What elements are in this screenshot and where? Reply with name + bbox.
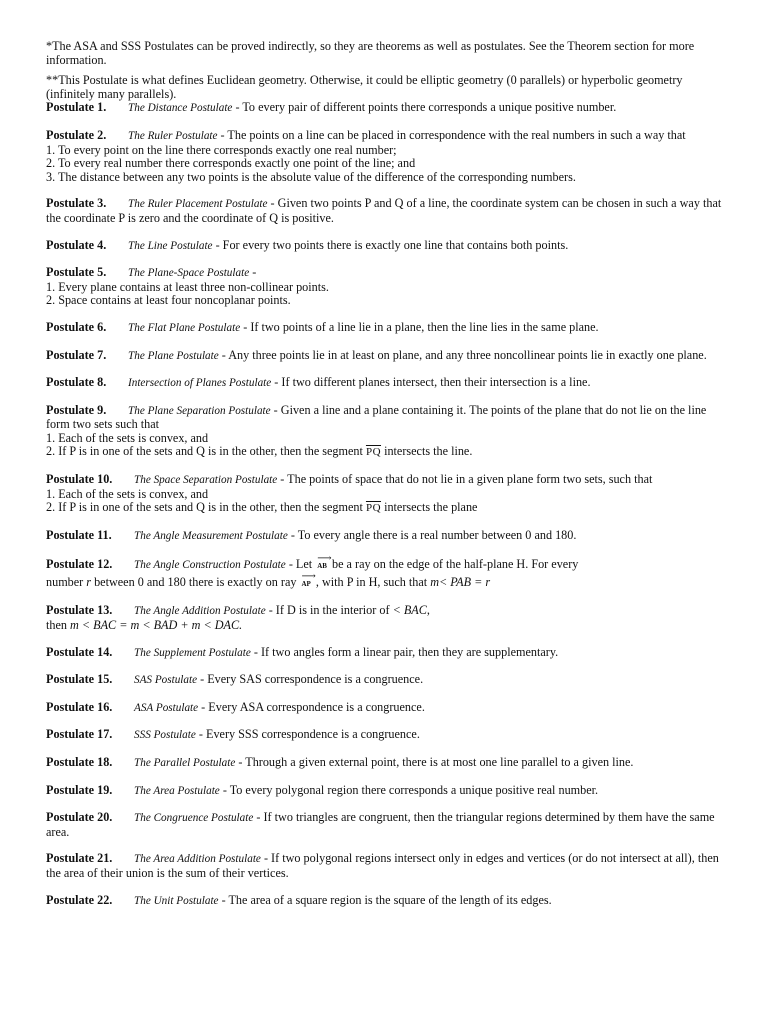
postulate-number: Postulate 5. [46, 265, 107, 280]
postulate-text: - If D is in the interior of [265, 603, 393, 618]
postulate-text: - Every SSS correspondence is a congruence. [195, 727, 420, 742]
postulate-name: The Plane Separation Postulate [128, 404, 271, 417]
postulate-item [46, 501, 722, 516]
postulate-text: - If two angles form a linear pair, then they are supplementary. [250, 644, 559, 659]
item-text: intersects the line. [381, 444, 473, 459]
postulate-item: 1. To every point on the line there corresponds exactly one real number; [46, 142, 397, 157]
postulate-name: The Area Addition Postulate [134, 853, 261, 866]
postulate-text: - For every two points there is exactly one line that contains both points. [212, 237, 569, 252]
postulate-name: The Angle Construction Postulate [134, 559, 286, 572]
footnote-asa-sss: *The ASA and SSS Postulates can be proved indirectly, so they are theorems as well as postulates. See the Theorem section for more information. [46, 39, 695, 67]
postulate-number: Postulate 22. [46, 892, 113, 907]
postulate-number: Postulate 2. [46, 127, 107, 142]
postulate-name: The Line Postulate [128, 239, 213, 252]
postulate-17 [46, 728, 722, 743]
postulate-name: The Area Postulate [134, 784, 220, 797]
postulate-name: The Space Separation Postulate [134, 474, 278, 487]
postulate-name: The Flat Plane Postulate [128, 321, 241, 334]
postulate-name: SSS Postulate [134, 729, 196, 742]
postulate-number: Postulate 13. [46, 603, 113, 618]
postulate-name: Intersection of Planes Postulate [128, 377, 272, 390]
postulate-number: Postulate 7. [46, 347, 107, 362]
postulate-15 [46, 673, 722, 688]
postulate-number: Postulate 16. [46, 699, 113, 714]
ray-ab: ⟶ AB [317, 557, 327, 570]
postulate-3 [46, 197, 722, 225]
postulate-number: Postulate 4. [46, 237, 107, 252]
postulate-number: Postulate 6. [46, 319, 107, 334]
postulate-item [46, 445, 722, 460]
item-text: intersects the plane [381, 500, 478, 515]
variable-r: r [86, 575, 92, 590]
postulate-name: The Plane Postulate [128, 349, 219, 362]
ray-ap: ⟶ AP [302, 575, 311, 588]
postulate-4 [46, 239, 722, 254]
postulate-text: - The points of space that do not lie in a given plane form two sets, such that [277, 472, 653, 487]
angle-equation: m < BAC = m < BAD + m < DAC. [70, 618, 243, 633]
postulate-text: be a ray on the edge of the half-plane H. For every [328, 557, 579, 572]
angle-bac: < BAC [392, 603, 427, 618]
postulate-18 [46, 756, 722, 771]
postulate-text: - Let [285, 557, 316, 572]
postulate-number: Postulate 19. [46, 782, 113, 797]
postulate-number: Postulate 8. [46, 375, 107, 390]
postulate-item: 1. Each of the sets is convex, and [46, 430, 209, 445]
postulate-number: Postulate 14. [46, 644, 113, 659]
postulate-name: The Distance Postulate [128, 102, 233, 115]
postulate-name: The Supplement Postulate [134, 646, 251, 659]
postulate-12 [46, 556, 722, 591]
postulate-text: - Any three points lie in at least on plane, and any three noncollinear points lie in exactly one plane. [218, 347, 707, 362]
postulate-text: , [426, 603, 430, 618]
line-text: between 0 and 180 there is exactly on ray [91, 575, 300, 590]
postulate-number: Postulate 1. [46, 100, 107, 115]
postulate-text: - Through a given external point, there is at most one line parallel to a given line. [235, 755, 634, 769]
postulate-number: Postulate 17. [46, 727, 113, 742]
footnote-euclidean: **This Postulate is what defines Euclidean geometry. Otherwise, it could be elliptic geometry (0 parallels) or hyperbolic geometry (infinitely many parallels). [46, 73, 683, 101]
segment-pq: $\overline{PQ}$ [365, 502, 382, 515]
postulate-text: - Every SAS correspondence is a congruence. [197, 672, 424, 687]
postulate-number: Postulate 20. [46, 810, 113, 825]
postulate-name: The Angle Addition Postulate [134, 605, 266, 618]
postulate-line-2 [46, 574, 722, 591]
postulate-number: Postulate 21. [46, 851, 113, 866]
document-page [46, 40, 722, 921]
postulate-number: Postulate 11. [46, 527, 112, 542]
postulate-item: 2. To every real number there corresponds exactly one point of the line; and [46, 156, 416, 171]
postulate-5 [46, 266, 722, 308]
postulate-number: Postulate 9. [46, 402, 107, 417]
postulate-item: 1. Every plane contains at least three non-collinear points. [46, 279, 329, 294]
item-text: 2. If P is in one of the sets and Q is in the other, then the segment [46, 444, 366, 459]
postulate-11 [46, 529, 722, 544]
postulate-text: - If two triangles are congruent, then the triangular regions determined by them have the same area. [46, 810, 715, 839]
angle-equation: m< PAB = r [430, 575, 491, 590]
postulate-14 [46, 646, 722, 661]
postulate-10 [46, 473, 722, 516]
postulate-text: - The points on a line can be placed in correspondence with the real numbers in such a way that [217, 127, 686, 142]
postulate-7 [46, 349, 722, 364]
postulate-name: The Angle Measurement Postulate [134, 529, 288, 542]
postulate-name: The Ruler Placement Postulate [128, 198, 268, 211]
postulate-number: Postulate 10. [46, 472, 113, 487]
postulate-text: - If two polygonal regions intersect only in edges and vertices (or do not intersect at all), then the area of their union is the sum of their vertices. [46, 851, 719, 880]
postulate-number: Postulate 18. [46, 755, 113, 769]
postulate-9 [46, 404, 722, 460]
postulate-name: ASA Postulate [134, 701, 199, 714]
postulate-8 [46, 376, 722, 391]
postulate-21 [46, 852, 722, 880]
postulate-16 [46, 701, 722, 716]
postulate-name: The Parallel Postulate [134, 757, 236, 769]
postulate-6 [46, 321, 722, 336]
postulate-number: Postulate 12. [46, 557, 113, 572]
postulate-name: The Plane-Space Postulate [128, 267, 250, 280]
postulate-line-2 [46, 619, 722, 633]
postulate-13 [46, 604, 722, 632]
postulate-text: - Every ASA correspondence is a congruence. [198, 699, 425, 714]
postulate-22 [46, 894, 722, 909]
segment-pq: $\overline{PQ}$ [365, 446, 382, 459]
postulate-1 [46, 101, 722, 116]
postulate-number: Postulate 3. [46, 196, 107, 211]
postulate-text: - Given two points P and Q of a line, the coordinate system can be chosen in such a way that the coordinate P is zero and the coordinate of Q is positive. [46, 196, 722, 225]
postulate-item: 3. The distance between any two points is the absolute value of the difference of the corresponding numbers. [46, 169, 576, 184]
postulate-item: 2. Space contains at least four noncoplanar points. [46, 293, 291, 308]
postulate-item: 1. Each of the sets is convex, and [46, 486, 209, 501]
postulate-number: Postulate 15. [46, 672, 113, 687]
postulate-text: - To every angle there is a real number between 0 and 180. [287, 527, 577, 542]
postulate-text: - To every pair of different points there corresponds a unique positive number. [232, 100, 617, 115]
line-text: , with P in H, such that [312, 575, 431, 590]
postulate-text: - The area of a square region is the square of the length of its edges. [218, 892, 552, 907]
line-text: then [46, 618, 71, 633]
postulate-name: The Ruler Postulate [128, 129, 218, 142]
postulate-text: - To every polygonal region there corresponds a unique positive real number. [219, 782, 599, 797]
line-text: number [46, 575, 87, 590]
postulate-text: - If two different planes intersect, then their intersection is a line. [271, 375, 591, 390]
item-text: 2. If P is in one of the sets and Q is in the other, then the segment [46, 500, 366, 515]
postulate-name: SAS Postulate [134, 674, 198, 687]
postulate-name: The Unit Postulate [134, 894, 219, 907]
postulate-19 [46, 784, 722, 799]
postulate-text: - Given a line and a plane containing it. The points of the plane that do not lie on the line form two sets such that [46, 402, 707, 432]
postulate-20 [46, 811, 722, 839]
postulate-text: - [249, 265, 257, 280]
postulate-name: The Congruence Postulate [134, 812, 254, 825]
postulate-2 [46, 129, 722, 184]
postulate-text: - If two points of a line lie in a plane, then the line lies in the same plane. [240, 319, 599, 334]
